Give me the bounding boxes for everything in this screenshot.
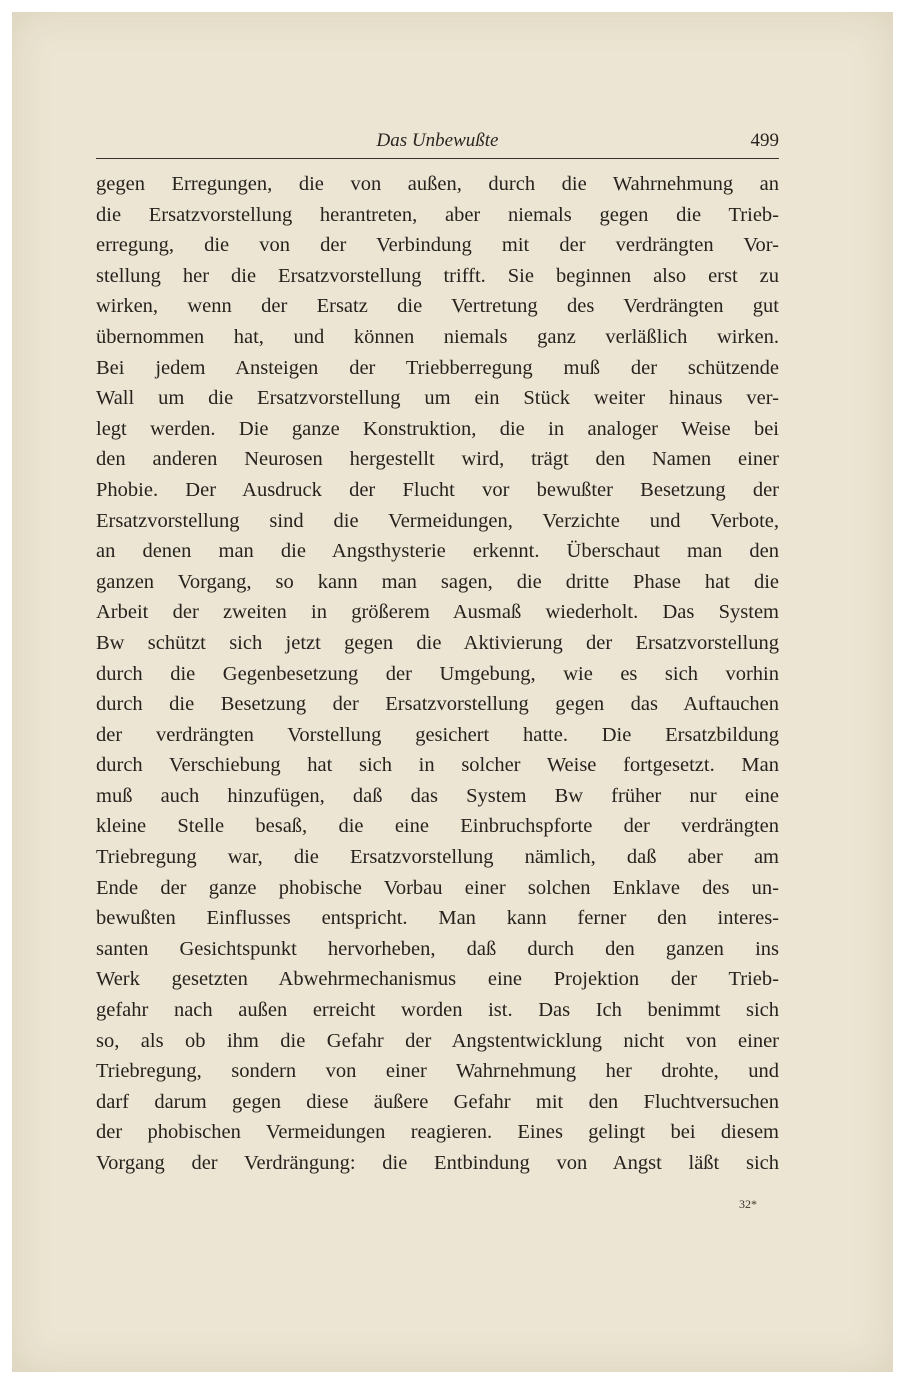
text-line: so, als ob ihm die Gefahr der Angstentwicklung nicht von einer bbox=[96, 1029, 779, 1052]
text-line: stellung her die Ersatzvorstellung trifft. Sie beginnen also erst zu bbox=[96, 264, 779, 287]
text-line: die Ersatzvorstellung herantreten, aber niemals gegen die Trieb- bbox=[96, 203, 779, 226]
text-line: erregung, die von der Verbindung mit der verdrängten Vor- bbox=[96, 234, 779, 257]
page-number: 499 bbox=[750, 130, 779, 151]
text-line: muß auch hinzufügen, daß das System Bw früher nur eine bbox=[96, 784, 779, 807]
text-line: Phobie. Der Ausdruck der Flucht vor bewußter Besetzung der bbox=[96, 478, 779, 501]
text-line: Ersatzvorstellung sind die Vermeidungen, Verzichte und Verbote, bbox=[96, 509, 779, 532]
text-line: Vorgang der Verdrängung: die Entbindung von Angst läßt sich bbox=[96, 1152, 779, 1174]
text-line: der verdrängten Vorstellung gesichert hatte. Die Ersatzbildung bbox=[96, 723, 779, 746]
text-line: den anderen Neurosen hergestellt wird, trägt den Namen einer bbox=[96, 448, 779, 471]
text-line: kleine Stelle besaß, die eine Einbruchspforte der verdrängten bbox=[96, 815, 779, 838]
text-line: Arbeit der zweiten in größerem Ausmaß wiederholt. Das System bbox=[96, 601, 779, 624]
text-line: darf darum gegen diese äußere Gefahr mit den Fluchtversuchen bbox=[96, 1090, 779, 1113]
text-line: wirken, wenn der Ersatz die Vertretung des Verdrängten gut bbox=[96, 295, 779, 318]
text-line: santen Gesichtspunkt hervorheben, daß durch den ganzen ins bbox=[96, 937, 779, 960]
header-rule bbox=[96, 158, 779, 159]
text-line: durch die Besetzung der Ersatzvorstellung gegen das Auftauchen bbox=[96, 693, 779, 716]
text-line: übernommen hat, und können niemals ganz verläßlich wirken. bbox=[96, 325, 779, 348]
text-line: Triebregung war, die Ersatzvorstellung nämlich, daß aber am bbox=[96, 846, 779, 869]
text-line: Wall um die Ersatzvorstellung um ein Stück weiter hinaus ver- bbox=[96, 387, 779, 410]
page-header bbox=[96, 130, 779, 156]
text-line: Ende der ganze phobische Vorbau einer solchen Enklave des un- bbox=[96, 876, 779, 899]
text-line: durch Verschiebung hat sich in solcher Weise fortgesetzt. Man bbox=[96, 754, 779, 777]
text-line: an denen man die Angsthysterie erkennt. Überschaut man den bbox=[96, 540, 779, 563]
text-line: Bei jedem Ansteigen der Triebberregung muß der schützende bbox=[96, 356, 779, 379]
text-line: Triebregung, sondern von einer Wahrnehmung her drohte, und bbox=[96, 1060, 779, 1083]
text-line: gefahr nach außen erreicht worden ist. Das Ich benimmt sich bbox=[96, 999, 779, 1022]
book-page bbox=[12, 12, 893, 1372]
text-line: bewußten Einflusses entspricht. Man kann ferner den interes- bbox=[96, 907, 779, 930]
text-line: legt werden. Die ganze Konstruktion, die in analoger Weise bei bbox=[96, 417, 779, 440]
body-text bbox=[96, 169, 779, 1179]
text-line: der phobischen Vermeidungen reagieren. Eines gelingt bei diesem bbox=[96, 1121, 779, 1144]
text-line: gegen Erregungen, die von außen, durch die Wahrnehmung an bbox=[96, 173, 779, 195]
text-line: ganzen Vorgang, so kann man sagen, die dritte Phase hat die bbox=[96, 570, 779, 593]
text-line: durch die Gegenbesetzung der Umgebung, wie es sich vorhin bbox=[96, 662, 779, 685]
signature-mark: 32* bbox=[739, 1197, 757, 1211]
text-line: Bw schützt sich jetzt gegen die Aktivierung der Ersatzvorstellung bbox=[96, 631, 779, 654]
running-title: Das Unbewußte bbox=[376, 130, 499, 151]
text-line: Werk gesetzten Abwehrmechanismus eine Projektion der Trieb- bbox=[96, 968, 779, 991]
